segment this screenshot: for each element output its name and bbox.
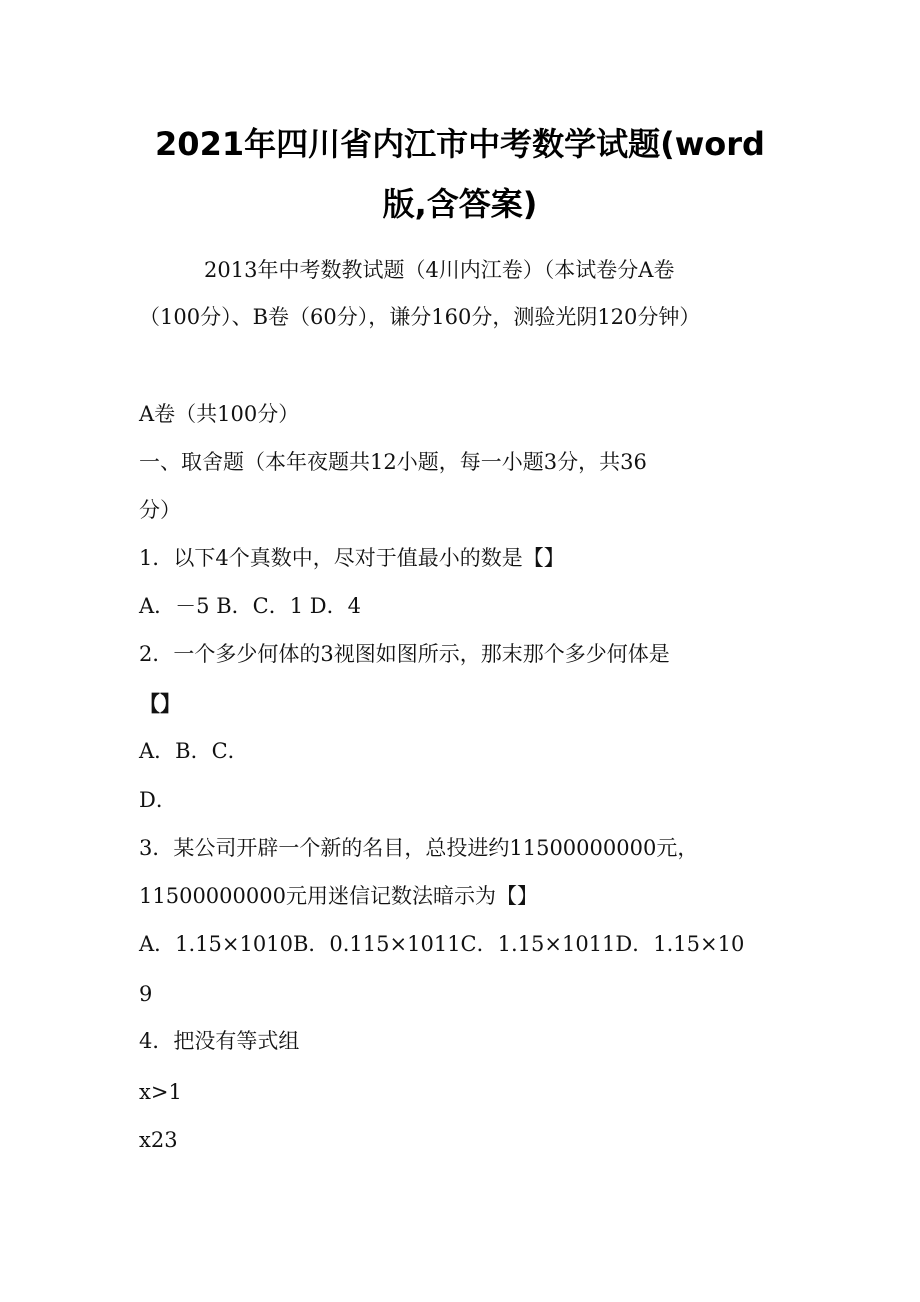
- inequality-2: x23: [139, 1128, 178, 1152]
- section-one-heading: 一、取舍题（本年夜题共12小题，每一小题3分，共36: [139, 450, 647, 474]
- question-1: 1．以下4个真数中，尽对于值最小的数是【】: [139, 546, 565, 570]
- document-title-line-2: 版,含答案): [382, 185, 538, 223]
- question-2-options: A．B．C．: [139, 739, 249, 763]
- intro-line-1: 2013年中考数教试题（4川内江卷）（本试卷分A卷: [204, 258, 675, 282]
- question-2: 2．一个多少何体的3视图如图所示，那末那个多少何体是: [139, 642, 670, 666]
- question-3: 3．某公司开辟一个新的名目，总投进约11500000000元，: [139, 836, 699, 860]
- question-3-options: A．1.15×1010B．0.115×1011C．1.15×1011D．1.15×10: [139, 932, 745, 956]
- question-2-bracket: 【】: [139, 691, 181, 716]
- question-2-option-d: D．: [139, 788, 177, 812]
- question-3-cont: 11500000000元用迷信记数法暗示为【】: [139, 884, 538, 908]
- question-3-options-cont: 9: [139, 982, 153, 1006]
- document-title-line-1: 2021年四川省内江市中考数学试题(word: [155, 125, 765, 163]
- question-1-options: A．－5 B．C．1 D．4: [139, 594, 361, 618]
- question-4: 4．把没有等式组: [139, 1029, 300, 1053]
- section-one-heading-cont: 分）: [139, 498, 181, 522]
- intro-line-2: （100分）、B卷（60分），谦分160分，测验光阴120分钟）: [139, 305, 701, 329]
- section-a-heading: A卷（共100分）: [139, 402, 300, 426]
- inequality-1: x>1: [139, 1080, 182, 1104]
